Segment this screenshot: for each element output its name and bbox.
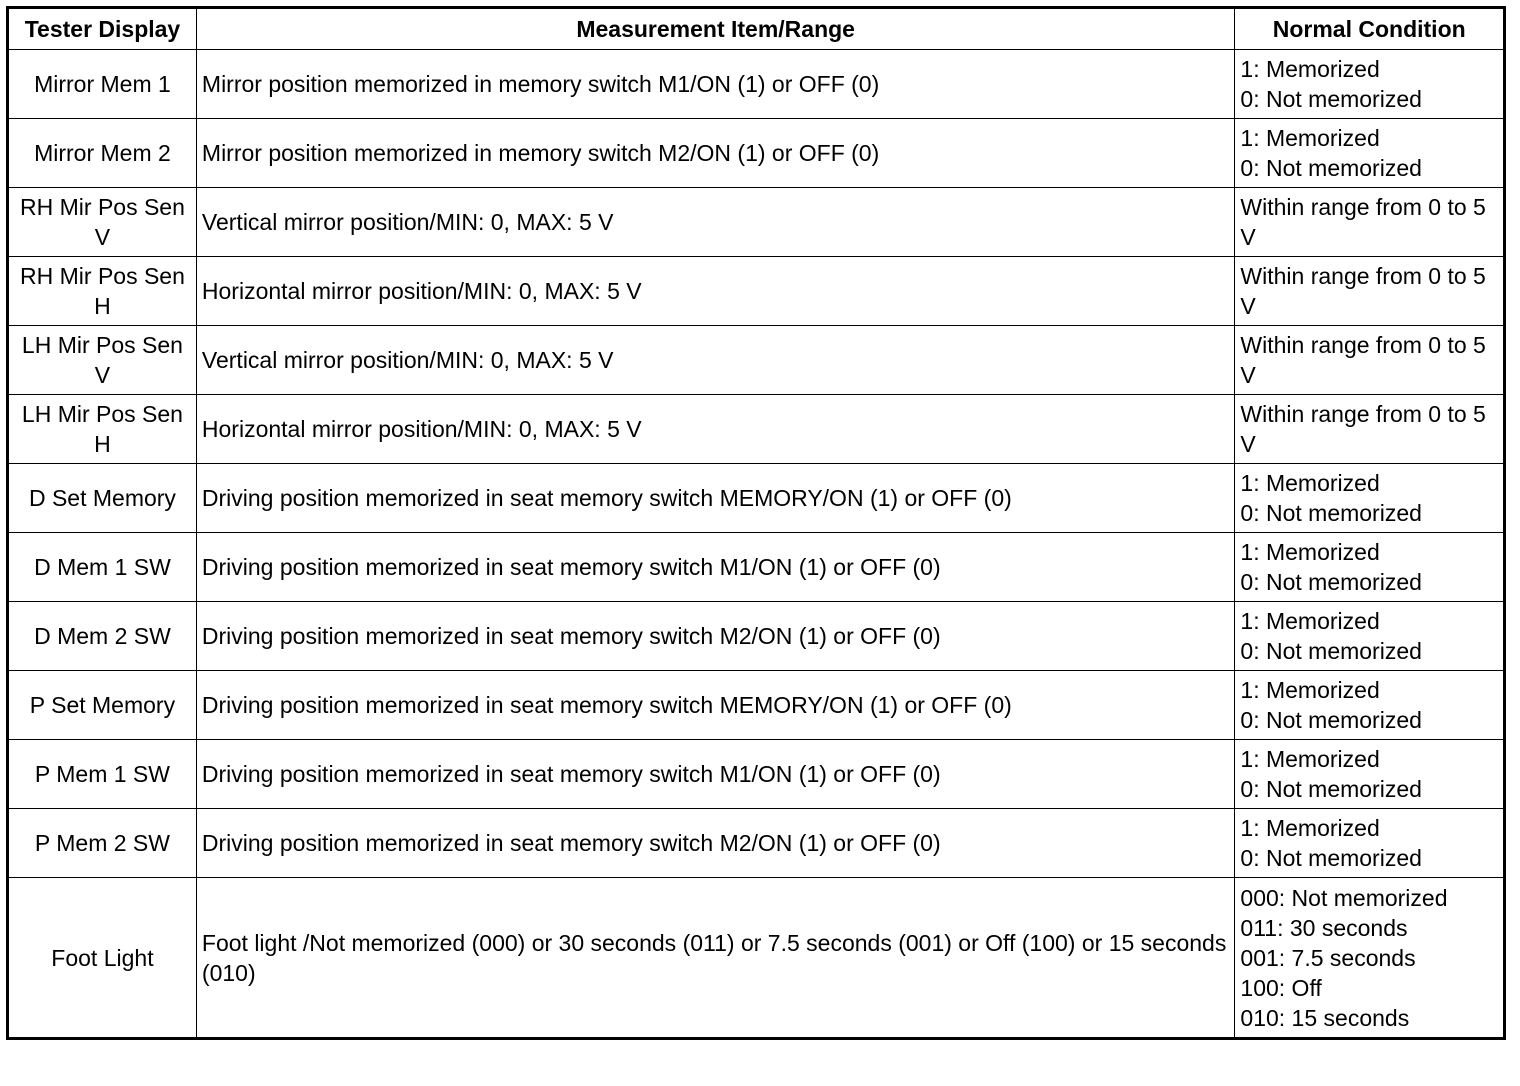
table-row	[8, 395, 1505, 464]
cell-measurement: Driving position memorized in seat memory switch M2/ON (1) or OFF (0)	[196, 809, 1235, 878]
cell-measurement: Driving position memorized in seat memory switch M1/ON (1) or OFF (0)	[196, 740, 1235, 809]
table-row	[8, 740, 1505, 809]
table-row	[8, 809, 1505, 878]
table-row	[8, 326, 1505, 395]
table-row	[8, 464, 1505, 533]
cell-tester-display: P Mem 1 SW	[8, 740, 197, 809]
cell-tester-display: RH Mir Pos Sen V	[8, 188, 197, 257]
tester-display-table	[6, 6, 1506, 1040]
cell-measurement: Mirror position memorized in memory switch M1/ON (1) or OFF (0)	[196, 50, 1235, 119]
cell-tester-display: LH Mir Pos Sen V	[8, 326, 197, 395]
cell-tester-display: P Mem 2 SW	[8, 809, 197, 878]
cell-measurement: Driving position memorized in seat memory switch M1/ON (1) or OFF (0)	[196, 533, 1235, 602]
cell-normal-condition: 1: Memorized 0: Not memorized	[1235, 533, 1505, 602]
cell-normal-condition: Within range from 0 to 5 V	[1235, 188, 1505, 257]
cell-tester-display: D Mem 1 SW	[8, 533, 197, 602]
cell-tester-display: Mirror Mem 2	[8, 119, 197, 188]
cell-normal-condition: 000: Not memorized 011: 30 seconds 001: 7.5 seconds 100: Off 010: 15 seconds	[1235, 878, 1505, 1039]
cell-measurement: Driving position memorized in seat memory switch M2/ON (1) or OFF (0)	[196, 602, 1235, 671]
cell-tester-display: P Set Memory	[8, 671, 197, 740]
cell-measurement: Vertical mirror position/MIN: 0, MAX: 5 V	[196, 188, 1235, 257]
cell-measurement: Horizontal mirror position/MIN: 0, MAX: 5 V	[196, 257, 1235, 326]
cell-normal-condition: 1: Memorized 0: Not memorized	[1235, 602, 1505, 671]
cell-measurement: Mirror position memorized in memory switch M2/ON (1) or OFF (0)	[196, 119, 1235, 188]
header-tester-display: Tester Display	[8, 8, 197, 50]
cell-tester-display: Foot Light	[8, 878, 197, 1039]
cell-normal-condition: 1: Memorized 0: Not memorized	[1235, 671, 1505, 740]
table-header-row	[8, 8, 1505, 50]
cell-measurement: Horizontal mirror position/MIN: 0, MAX: 5 V	[196, 395, 1235, 464]
cell-normal-condition: 1: Memorized 0: Not memorized	[1235, 464, 1505, 533]
table-row	[8, 50, 1505, 119]
cell-tester-display: RH Mir Pos Sen H	[8, 257, 197, 326]
cell-measurement: Driving position memorized in seat memory switch MEMORY/ON (1) or OFF (0)	[196, 671, 1235, 740]
cell-measurement: Vertical mirror position/MIN: 0, MAX: 5 V	[196, 326, 1235, 395]
cell-normal-condition: 1: Memorized 0: Not memorized	[1235, 740, 1505, 809]
cell-normal-condition: Within range from 0 to 5 V	[1235, 326, 1505, 395]
cell-normal-condition: Within range from 0 to 5 V	[1235, 257, 1505, 326]
table-row	[8, 188, 1505, 257]
cell-tester-display: D Set Memory	[8, 464, 197, 533]
cell-measurement: Foot light /Not memorized (000) or 30 seconds (011) or 7.5 seconds (001) or Off (100) or 15 seconds (010)	[196, 878, 1235, 1039]
cell-tester-display: LH Mir Pos Sen H	[8, 395, 197, 464]
table-row	[8, 671, 1505, 740]
cell-normal-condition: 1: Memorized 0: Not memorized	[1235, 119, 1505, 188]
header-measurement-item-range: Measurement Item/Range	[196, 8, 1235, 50]
table-row	[8, 533, 1505, 602]
cell-tester-display: Mirror Mem 1	[8, 50, 197, 119]
table-row	[8, 878, 1505, 1039]
cell-measurement: Driving position memorized in seat memory switch MEMORY/ON (1) or OFF (0)	[196, 464, 1235, 533]
header-normal-condition: Normal Condition	[1235, 8, 1505, 50]
cell-normal-condition: 1: Memorized 0: Not memorized	[1235, 50, 1505, 119]
table-row	[8, 119, 1505, 188]
cell-normal-condition: 1: Memorized 0: Not memorized	[1235, 809, 1505, 878]
table-row	[8, 602, 1505, 671]
cell-normal-condition: Within range from 0 to 5 V	[1235, 395, 1505, 464]
table-row	[8, 257, 1505, 326]
cell-tester-display: D Mem 2 SW	[8, 602, 197, 671]
